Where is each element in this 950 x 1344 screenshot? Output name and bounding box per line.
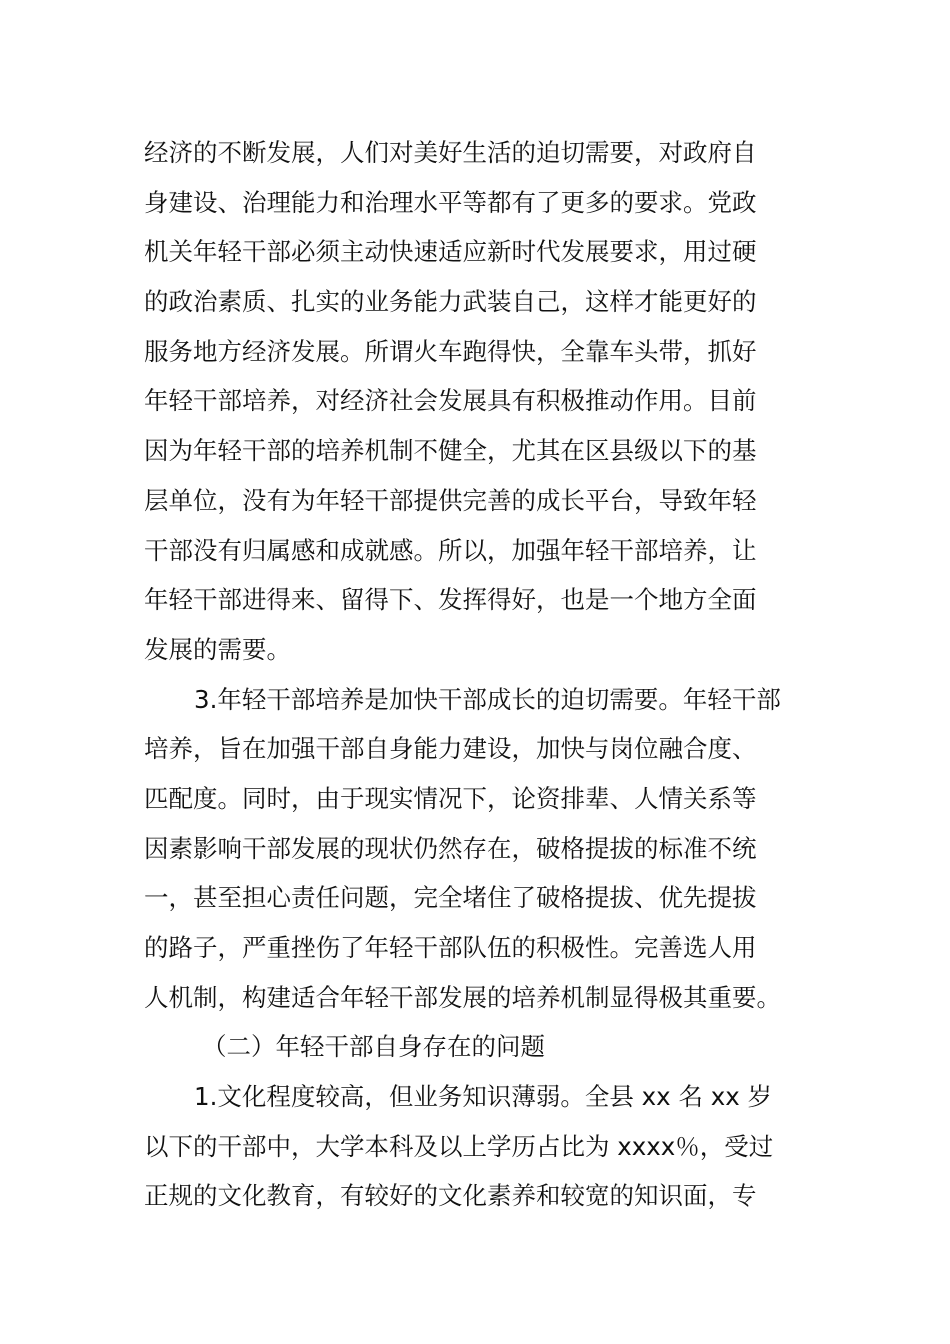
paragraph-line: 服务地方经济发展。所谓火车跑得快，全靠车头带，抓好: [144, 336, 757, 366]
paragraph-line: 身建设、治理能力和治理水平等都有了更多的要求。党政: [144, 187, 757, 217]
paragraph-line: 匹配度。同时，由于现实情况下，论资排辈、人情关系等: [144, 783, 757, 813]
paragraph-line: 层单位，没有为年轻干部提供完善的成长平台，导致年轻: [144, 485, 757, 515]
paragraph-line: 以下的干部中，大学本科及以上学历占比为 xxxx％，受过: [144, 1131, 774, 1161]
paragraph-first-line: 1.文化程度较高，但业务知识薄弱。全县 xx 名 xx 岁: [194, 1082, 773, 1112]
paragraph-line: 正规的文化教育，有较好的文化素养和较宽的知识面，专: [144, 1181, 757, 1211]
paragraph-first-line: 3.年轻干部培养是加快干部成长的迫切需要。年轻干部: [194, 684, 781, 714]
paragraph-line: 一，甚至担心责任问题，完全堵住了破格提拔、优先提拔: [144, 883, 757, 913]
paragraph-line: 因素影响干部发展的现状仍然存在，破格提拔的标准不统: [144, 833, 757, 863]
paragraph-line: 机关年轻干部必须主动快速适应新时代发展要求，用过硬: [144, 237, 757, 267]
paragraph-line: 因为年轻干部的培养机制不健全，尤其在区县级以下的基: [144, 436, 757, 466]
paragraph-line: 干部没有归属感和成就感。所以，加强年轻干部培养，让: [144, 535, 757, 565]
paragraph-line: 人机制，构建适合年轻干部发展的培养机制显得极其重要。: [144, 982, 781, 1012]
section-heading: （二）年轻干部自身存在的问题: [202, 1032, 545, 1062]
paragraph-line: 培养，旨在加强干部自身能力建设，加快与岗位融合度、: [144, 734, 757, 764]
paragraph-line: 的路子，严重挫伤了年轻干部队伍的积极性。完善选人用: [144, 933, 757, 962]
body-text: [144, 128, 806, 1221]
paragraph-line: 发展的需要。: [144, 634, 291, 664]
paragraph-line: 年轻干部进得来、留得下、发挥得好，也是一个地方全面: [144, 585, 757, 615]
paragraph-line: 年轻干部培养，对经济社会发展具有积极推动作用。目前: [144, 386, 757, 416]
paragraph-line: 的政治素质、扎实的业务能力武装自己，这样才能更好的: [144, 287, 757, 317]
paragraph-line: 经济的不断发展，人们对美好生活的迫切需要，对政府自: [144, 138, 757, 167]
